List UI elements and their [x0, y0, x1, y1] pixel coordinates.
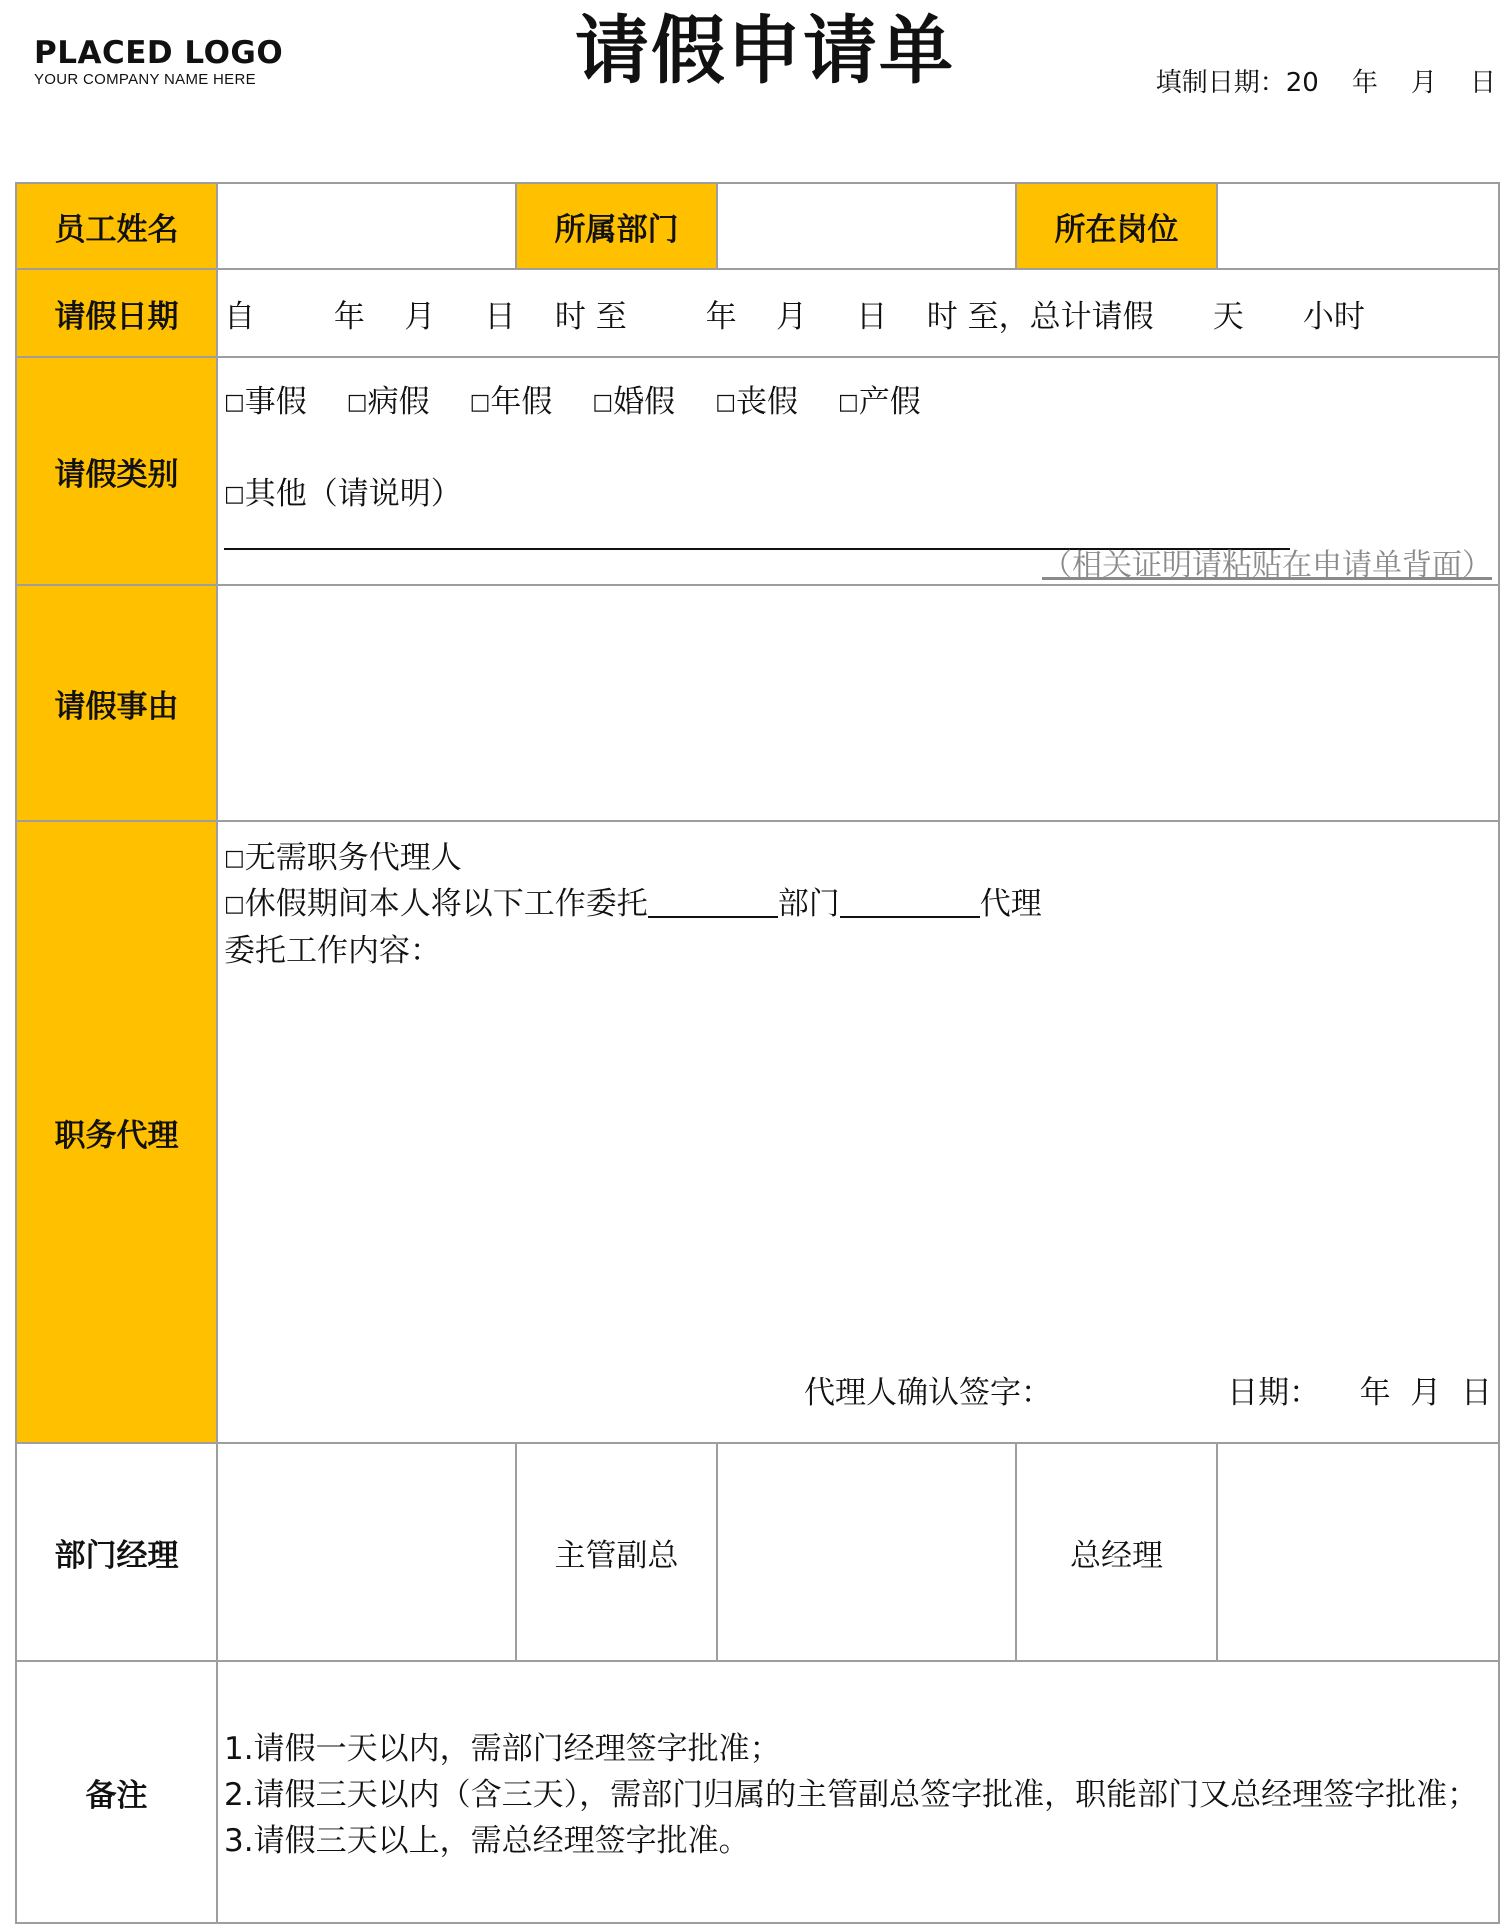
- logo-sub-text: YOUR COMPANY NAME HERE: [34, 71, 256, 88]
- leave-type-option-label: 年假: [490, 384, 553, 420]
- general-manager-label: 总经理: [1016, 1443, 1217, 1661]
- leave-type-option[interactable]: [347, 384, 430, 420]
- department-label: 所属部门: [516, 183, 717, 269]
- agent-date-label[interactable]: 日期： 年 月 日: [1227, 1375, 1492, 1411]
- leave-type-options: [224, 376, 921, 421]
- no-agent-label: 无需职务代理人: [244, 840, 462, 876]
- agent-label: 职务代理: [16, 821, 217, 1443]
- delegate-suffix: 代理: [979, 886, 1042, 922]
- checkbox-icon[interactable]: □: [346, 390, 368, 415]
- notes-list: [218, 1720, 1498, 1864]
- checkbox-icon[interactable]: □: [837, 390, 859, 415]
- leave-type-option-label: 婚假: [613, 384, 676, 420]
- leave-reason-field[interactable]: [217, 548, 1499, 821]
- leave-date-field[interactable]: [217, 269, 1499, 357]
- delegate-prefix: 休假期间本人将以下工作委托: [244, 886, 648, 922]
- note-item: 3.请假三天以上，需总经理签字批准。: [224, 1823, 750, 1859]
- checkbox-icon[interactable]: □: [224, 482, 245, 507]
- checkbox-icon[interactable]: □: [224, 390, 245, 415]
- delegate-person-blank[interactable]: [840, 886, 980, 918]
- attachment-note: （相关证明请粘贴在申请单背面）: [1042, 548, 1492, 583]
- other-option-label: 其他（请说明）: [244, 476, 462, 512]
- leave-type-option[interactable]: [470, 384, 553, 420]
- delegate-department-blank[interactable]: [648, 886, 778, 918]
- approval-row: [16, 1443, 1499, 1661]
- leave-type-option-label: 事假: [244, 384, 307, 420]
- leave-date-row: [16, 269, 1499, 357]
- leave-reason-label: 请假事由: [16, 585, 217, 821]
- vice-president-sign-field[interactable]: [717, 1443, 1016, 1661]
- dept-manager-sign-field[interactable]: [217, 1443, 516, 1661]
- fill-date[interactable]: 填制日期：20 年 月 日: [1155, 68, 1496, 98]
- notes-row: [16, 1661, 1499, 1923]
- agent-row: [16, 821, 1499, 1443]
- department-field[interactable]: [717, 183, 1016, 269]
- no-agent-option[interactable]: [224, 832, 462, 877]
- leave-type-option[interactable]: [224, 384, 307, 420]
- leave-type-option-label: 病假: [367, 384, 430, 420]
- agent-signature-label[interactable]: 代理人确认签字：: [804, 1375, 1052, 1411]
- leave-form-table: [15, 182, 1500, 1924]
- leave-type-option[interactable]: [838, 384, 921, 420]
- position-label: 所在岗位: [1016, 183, 1217, 269]
- notes-label: 备注: [16, 1661, 217, 1923]
- checkbox-icon[interactable]: □: [469, 390, 491, 415]
- leave-type-other[interactable]: [224, 468, 462, 513]
- leave-type-option-label: 丧假: [735, 384, 798, 420]
- leave-type-option[interactable]: [715, 384, 798, 420]
- logo-main-text: PLACED LOGO: [34, 35, 284, 71]
- leave-type-label: 请假类别: [16, 357, 217, 585]
- delegate-mid: 部门: [777, 886, 840, 922]
- dept-manager-label: 部门经理: [16, 1443, 217, 1661]
- form-title: 请假申请单: [575, 8, 955, 94]
- leave-date-text: 自 年 月 日 时 至 年 月 日 时 至，总计请假 天 小时: [224, 298, 1365, 335]
- employee-info-row: [16, 183, 1499, 269]
- checkbox-icon[interactable]: □: [224, 892, 245, 917]
- checkbox-icon[interactable]: □: [715, 390, 736, 415]
- general-manager-sign-field[interactable]: [1217, 1443, 1499, 1661]
- delegate-option[interactable]: [224, 878, 1042, 923]
- notes-field: [217, 1661, 1499, 1923]
- employee-name-label: 员工姓名: [16, 183, 217, 269]
- checkbox-icon[interactable]: □: [224, 846, 245, 871]
- employee-name-field[interactable]: [217, 183, 516, 269]
- vice-president-label: 主管副总: [516, 1443, 717, 1661]
- checkbox-icon[interactable]: □: [592, 390, 614, 415]
- leave-type-option[interactable]: [592, 384, 675, 420]
- leave-reason-row: [16, 585, 1499, 821]
- position-field[interactable]: [1217, 183, 1499, 269]
- leave-date-label: 请假日期: [16, 269, 217, 357]
- leave-type-option-label: 产假: [858, 384, 921, 420]
- note-item: 1.请假一天以内，需部门经理签字批准；: [224, 1731, 781, 1767]
- delegated-work-label: 委托工作内容：: [224, 933, 441, 969]
- note-item: 2.请假三天以内（含三天），需部门归属的主管副总签字批准，职能部门又总经理签字批准；: [224, 1777, 1479, 1813]
- agent-field: [217, 821, 1499, 1443]
